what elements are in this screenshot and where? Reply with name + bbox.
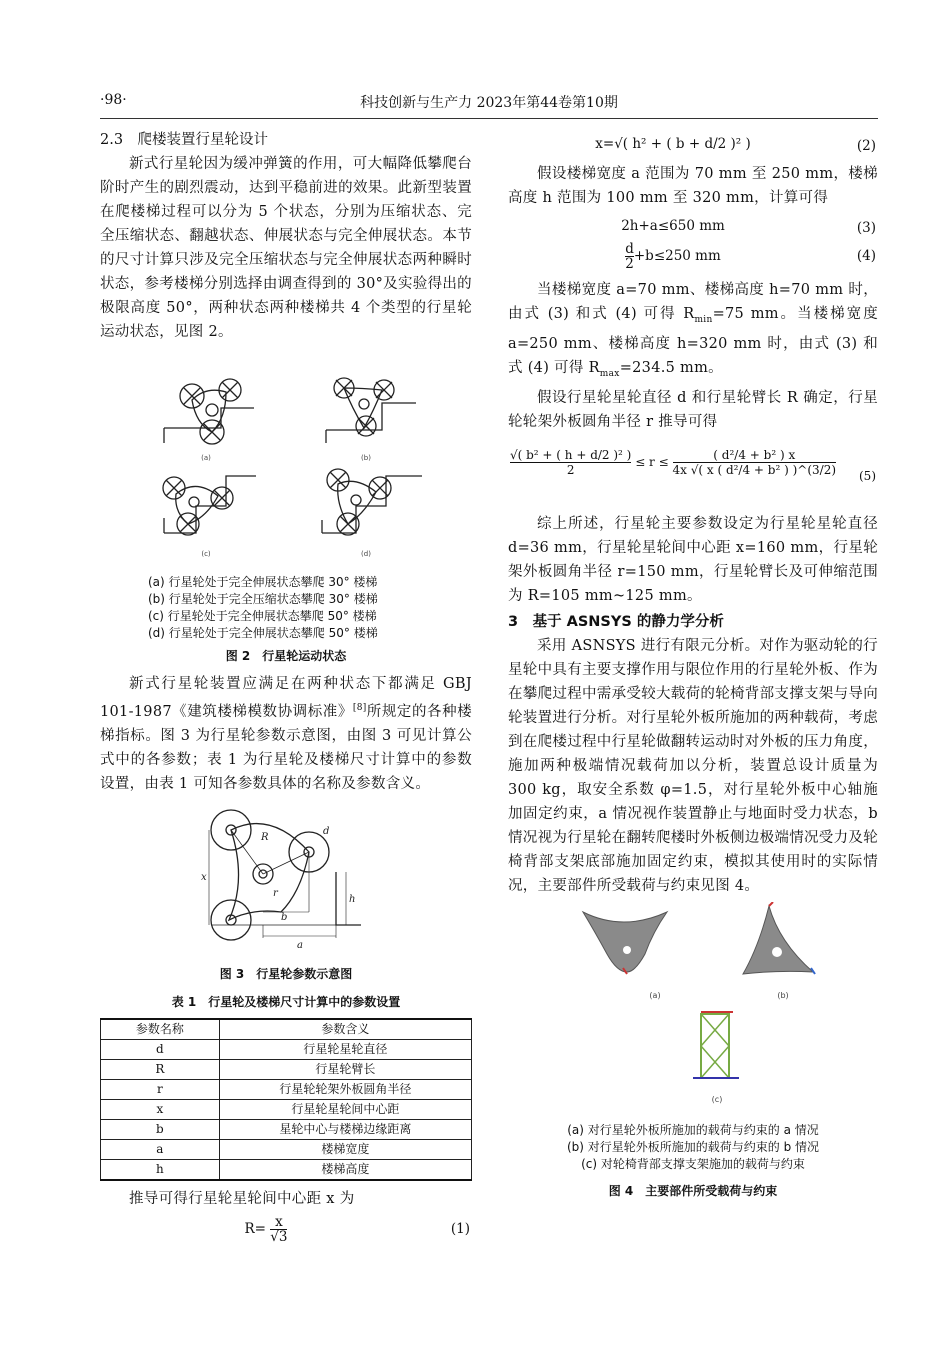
paragraph-5 — [508, 278, 878, 386]
equation-1 — [100, 1211, 472, 1255]
table-cell: 楼梯宽度 — [219, 1139, 471, 1159]
page-header — [100, 88, 878, 119]
figure-2-image — [126, 348, 446, 562]
paragraph-4: 假设楼梯宽度 a 范围为 70 mm 至 250 mm，楼梯高度 h 范围为 100 mm 至 320 mm，计算可得 — [508, 166, 878, 206]
fig2-subcaption-d: (d) 行星轮处于完全伸展状态攀爬 50° 楼梯 — [148, 626, 378, 640]
figure-4 — [508, 902, 878, 1118]
table-cell: x — [101, 1099, 220, 1119]
table-cell: b — [101, 1119, 220, 1139]
fig4-subcaption-c: (c) 对轮椅背部支撑支架施加的载荷与约束 — [581, 1156, 805, 1171]
fig4-panel-b — [743, 902, 815, 974]
table-row — [101, 1039, 472, 1059]
fig2-label-d: (d) — [361, 550, 371, 558]
table-row — [101, 1139, 472, 1159]
eq5-right-numerator: ( d²/4 + b² ) x — [713, 447, 796, 462]
paragraph-2-text: 新式行星轮装置应满足在两种状态下都满足 GBJ 101-1987《建筑楼梯模数协调标准》 — [100, 676, 472, 720]
fig4-label-c: (c) — [711, 1094, 723, 1104]
table-row — [101, 1059, 472, 1079]
paragraph-5-text-a: 当楼梯宽度 a=70 mm、楼梯高度 h=70 mm 时，由式 (3) 和式 (4) 可得 R — [508, 282, 878, 322]
left-column — [100, 128, 472, 1255]
table-cell: r — [101, 1079, 220, 1099]
eq1-numerator: x — [275, 1213, 283, 1230]
equation-4 — [508, 238, 878, 278]
table-1-title: 表 1 行星轮及楼梯尺寸计算中的参数设置 — [171, 994, 401, 1009]
eq4-rest: +b≤250 mm — [633, 248, 721, 264]
fig2-subcaption-a: (a) 行星轮处于完全伸展状态攀爬 30° 楼梯 — [148, 575, 378, 589]
fig4-label-b: (b) — [777, 990, 789, 1000]
table-header-meaning: 参数含义 — [219, 1019, 471, 1040]
fig2-subcaption-b: (b) 行星轮处于完全压缩状态攀爬 30° 楼梯 — [148, 592, 378, 606]
figure-4-title: 图 4 主要部件所受载荷与约束 — [608, 1183, 778, 1198]
equation-3 — [508, 210, 878, 238]
figure-3-image — [201, 800, 371, 950]
fig2-panel-b — [326, 378, 416, 443]
fig3-label-h: h — [349, 893, 356, 905]
figure-2 — [100, 348, 472, 570]
fig2-panel-a — [164, 379, 254, 444]
section-2-3-title: 2.3 爬楼装置行星轮设计 — [100, 132, 269, 148]
fig3-label-b: b — [281, 911, 288, 923]
fig4-panel-a — [583, 912, 667, 974]
fig3-label-a: a — [297, 939, 303, 950]
fig4-label-a: (a) — [649, 990, 661, 1000]
table-cell: 行星轮星轮直径 — [219, 1039, 471, 1059]
fig2-label-a: (a) — [201, 454, 211, 462]
eq2-body: √( h² + ( b + d/2 )² ) — [614, 136, 751, 152]
fig2-label-b: (b) — [361, 454, 371, 462]
table-cell: a — [101, 1139, 220, 1159]
reference-8[interactable]: [8] — [352, 703, 367, 713]
fig3-label-x: x — [201, 871, 207, 883]
paragraph-8: 采用 ASNSYS 进行有限元分析。对作为驱动轮的行星轮中具有主要支撑作用与限位作用的行星轮外板、作为在攀爬过程中需承受较大载荷的轮椅背部支撑支架与导向轮装置进行分析。对行星轮外板所施加的两种载荷，考虑到在爬楼过程中行星轮做翻转运动时对外板的压力角度，施加两种极端情况载荷加以分析，装置总设计质量为 300 kg，取安全系数 φ=1.5，对行星轮外板中心轴施加固定约束，a 情况视作装置静止与地面时受力状态，b 情况视为行星轮在翻转爬楼时外板侧边极端情况受力及轮椅背部支架底部施加固定约束，模拟其使用时的实际情况，主要部件所受载荷与约束见图 4。 — [508, 637, 878, 894]
eq1-denominator: √3 — [270, 1228, 288, 1245]
table-cell: 星轮中心与楼梯边缘距离 — [219, 1119, 471, 1139]
fig3-label-R: R — [261, 831, 269, 843]
fig4-subcaption-a: (a) 对行星轮外板所施加的载荷与约束的 a 情况 — [567, 1122, 819, 1137]
r-min-subscript: min — [694, 314, 713, 325]
figure-3 — [100, 800, 472, 958]
table-cell: h — [101, 1159, 220, 1180]
table-1 — [100, 1018, 472, 1181]
table-row — [101, 1159, 472, 1180]
table-cell: 行星轮臂长 — [219, 1059, 471, 1079]
eq1-number: (1) — [450, 1220, 470, 1237]
section-3-title: 3 基于 ASNSYS 的静力学分析 — [508, 613, 724, 630]
fig2-panel-d — [322, 469, 422, 535]
figure-4-subcaptions — [508, 1122, 878, 1173]
r-max-subscript: max — [599, 368, 620, 379]
fig2-panel-c — [163, 476, 256, 535]
figure-4-image — [543, 902, 843, 1110]
eq4-numerator: d — [625, 241, 634, 257]
figure-3-title: 图 3 行星轮参数示意图 — [219, 966, 353, 981]
journal-title: 科技创新与生产力 2023年第44卷第10期 — [360, 95, 618, 111]
figure-2-title: 图 2 行星轮运动状态 — [225, 649, 347, 663]
fig3-label-d: d — [323, 825, 330, 837]
table-cell: d — [101, 1039, 220, 1059]
page-number: ·98· — [100, 92, 127, 108]
table-cell: 行星轮星轮间中心距 — [219, 1099, 471, 1119]
table-cell: R — [101, 1059, 220, 1079]
eq5-middle: ≤ r ≤ — [635, 454, 669, 469]
table-row — [101, 1119, 472, 1139]
paragraph-5-text-c: =234.5 mm。 — [619, 359, 723, 376]
equation-2 — [508, 128, 878, 162]
figure-2-subcaptions — [100, 574, 472, 642]
eq4-denominator: 2 — [625, 256, 634, 272]
table-header-row — [101, 1019, 472, 1040]
fig2-subcaption-c: (c) 行星轮处于完全伸展状态攀爬 50° 楼梯 — [148, 609, 377, 623]
eq5-number: (5) — [859, 468, 876, 483]
eq3-body: 2h+a≤650 mm — [621, 218, 725, 234]
table-header-param: 参数名称 — [101, 1019, 220, 1040]
table-cell: 楼梯高度 — [219, 1159, 471, 1180]
table-cell: 行星轮轮架外板圆角半径 — [219, 1079, 471, 1099]
fig4-panel-c — [693, 1012, 739, 1078]
table-row — [101, 1079, 472, 1099]
fig4-subcaption-b: (b) 对行星轮外板所施加的载荷与约束的 b 情况 — [566, 1139, 820, 1154]
eq4-number: (4) — [856, 248, 876, 264]
fig2-label-c: (c) — [201, 550, 211, 558]
eq1-lhs: R= — [244, 1220, 266, 1237]
eq5-right-denominator: 4x √( x ( d²/4 + b² ) )^(3/2) — [672, 462, 837, 477]
eq3-number: (3) — [856, 220, 876, 236]
paragraph-7: 综上所述，行星轮主要参数设定为行星轮星轮直径 d=36 mm，行星轮星轮间中心距 x=160 mm，行星轮架外板圆角半径 r=150 mm，行星轮臂长及可伸缩范围为 R=105 mm~125 mm。 — [508, 515, 878, 604]
fig3-label-r: r — [273, 887, 278, 899]
paragraph-6: 假设行星轮星轮直径 d 和行星轮臂长 R 确定，行星轮轮架外板圆角半径 r 推导可得 — [508, 389, 878, 430]
right-column — [508, 128, 878, 1207]
paragraph-2 — [100, 672, 472, 796]
table-row — [101, 1099, 472, 1119]
eq2-lhs: x= — [595, 136, 615, 152]
equation-5 — [508, 434, 878, 512]
eq2-number: (2) — [856, 138, 876, 154]
eq5-left-numerator: √( b² + ( h + d/2 )² ) — [509, 447, 632, 462]
paragraph-5-text-b: =75 mm。当楼梯宽度 a=250 mm、楼梯高度 h=320 mm 时，由式 (3) 和式 (4) 可得 R — [508, 306, 878, 376]
paragraph-1: 新式行星轮因为缓冲弹簧的作用，可大幅降低攀爬台阶时产生的剧烈震动，达到平稳前进的效果。此新型装置在爬楼梯过程可以分为 5 个状态，分别为压缩状态、完全压缩状态、翻越状态、伸展状态与完全伸展状态。本节的尺寸计算只涉及完全压缩状态与完全伸展状态两种瞬时状态，参考楼梯分别选择由调查得到的 30°及实验得出的极限高度 50°，两种状态两种楼梯共 4 个类型的行星轮运动状态，见图 2。 — [100, 156, 472, 340]
paragraph-2-rest: 所规定的各种楼梯指标。图 3 为行星轮参数示意图，由图 3 可见计算公式中的各参数；表 1 为行星轮及楼梯尺寸计算中的参数设置，由表 1 可知各参数具体的名称及参数含义。 — [100, 703, 472, 792]
eq5-left-denominator: 2 — [510, 462, 631, 477]
paragraph-3: 推导可得行星轮星轮间中心距 x 为 — [129, 1190, 355, 1207]
